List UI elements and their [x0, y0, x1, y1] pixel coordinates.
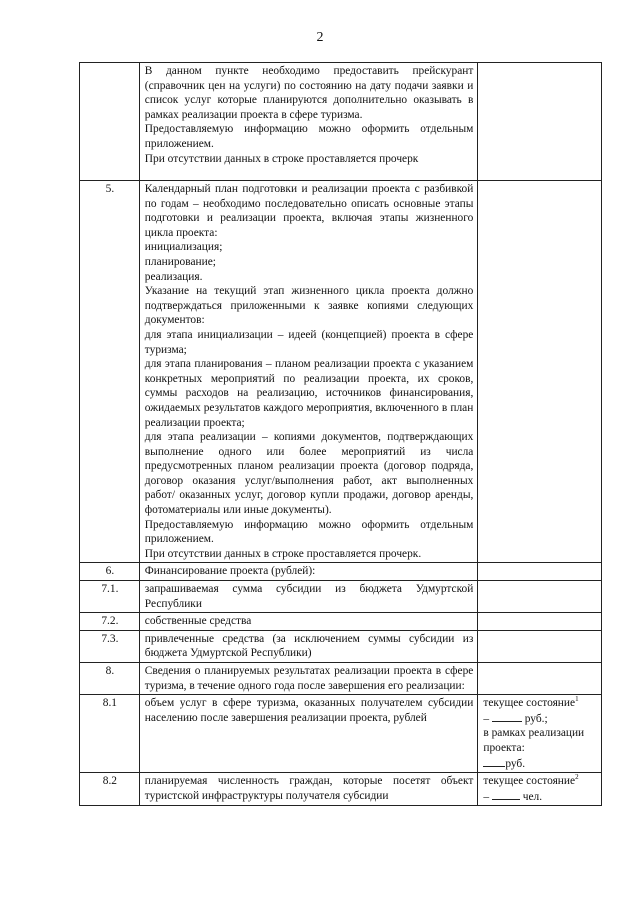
row-description: Финансирование проекта (рублей): — [139, 563, 478, 581]
row-value-cell[interactable] — [478, 773, 602, 806]
row-description: собственные средства — [139, 613, 478, 631]
row-value-cell[interactable] — [478, 695, 602, 773]
blank-field[interactable] — [492, 789, 520, 800]
paragraph: В данном пункте необходимо предоставить прейскурант (справочник цен на услуги) по состоянию на дату подачи заявки и список услуг которые планируются дополнительно оказывать в рамках реализации проекта в сфере туризма. — [144, 65, 474, 121]
row-description — [139, 63, 478, 181]
current-state-line — [483, 696, 597, 711]
row-value-cell[interactable] — [478, 630, 602, 662]
paragraph: для этапа реализации – копиями документов, подтверждающих выполнение одного или более мероприятий из числа предусмотренных планом реализации проекта (договор подряда, договор оказания услуг/выполнения работ, акт выполненных работ/ оказанных услуг, договор купли продажи, договор аренды, фотоматериалы или иные документы). — [144, 431, 474, 517]
row-description: объем услуг в сфере туризма, оказанных получателем субсидии населению после завершения реализации проекта, рублей — [139, 695, 478, 773]
row-value-cell[interactable] — [478, 181, 602, 563]
unit-label: чел. — [522, 790, 543, 803]
row-number: 5. — [80, 181, 140, 563]
paragraph: для этапа планирования – планом реализации проекта с указанием конкретных мероприятий по реализации проекта, их сроков, суммы расходов на реализацию, источников финансирования, ожидаемых результатов каждого мероприятия, включенного в план реализации проекта; — [144, 358, 474, 429]
current-state-label: текущее состояние — [483, 775, 576, 788]
current-state-line — [483, 774, 597, 789]
table-row — [80, 63, 602, 181]
table-row — [80, 563, 602, 581]
dash: – — [483, 790, 490, 803]
table-row — [80, 613, 602, 631]
dash: – — [483, 712, 490, 725]
table-row — [80, 773, 602, 806]
plan-value-line — [483, 756, 597, 772]
table-row — [80, 181, 602, 563]
table-row — [80, 695, 602, 773]
row-number: 8.1 — [80, 695, 140, 773]
paragraph: реализация. — [144, 270, 203, 283]
blank-field[interactable] — [483, 756, 505, 767]
paragraph: Календарный план подготовки и реализации проекта с разбивкой по годам – необходимо последовательно описать основные этапы подготовки и реализации проекта, включая этапы жизненного цикла проекта: — [144, 183, 474, 239]
row-number: 7.3. — [80, 630, 140, 662]
unit-label: руб.; — [524, 712, 548, 725]
row-number: 8. — [80, 663, 140, 695]
paragraph: для этапа инициализации – идеей (концепцией) проекта в сфере туризма; — [144, 328, 474, 356]
row-number: 8.2 — [80, 773, 140, 806]
row-description: планируемая численность граждан, которые посетят объект туристской инфраструктуры получателя субсидии — [139, 773, 478, 806]
current-state-label: текущее состояние — [483, 697, 576, 710]
plan-label: в рамках реализации проекта: — [483, 727, 585, 754]
paragraph: инициализация; — [144, 241, 223, 254]
row-value-cell[interactable] — [478, 581, 602, 613]
paragraph: Предоставляемую информацию можно оформить отдельным приложением. — [144, 518, 474, 546]
blank-field[interactable] — [492, 711, 522, 722]
table-row — [80, 581, 602, 613]
row-number: 7.1. — [80, 581, 140, 613]
current-value-line — [483, 711, 597, 727]
footnote-mark: 2 — [575, 773, 579, 782]
row-description: Сведения о планируемых результатах реализации проекта в сфере туризма, в течение одного года после завершения его реализации: — [139, 663, 478, 695]
row-value-cell[interactable] — [478, 563, 602, 581]
paragraph: Предоставляемую информацию можно оформить отдельным приложением. — [144, 123, 474, 150]
table-row — [80, 630, 602, 662]
row-value-cell[interactable] — [478, 663, 602, 695]
row-description: привлеченные средства (за исключением суммы субсидии из бюджета Удмуртской Республики) — [139, 630, 478, 662]
row-description: запрашиваемая сумма субсидии из бюджета Удмуртской Республики — [139, 581, 478, 613]
application-form-table — [79, 62, 602, 806]
paragraph: планирование; — [144, 255, 216, 268]
row-number: 7.2. — [80, 613, 140, 631]
row-number: 6. — [80, 563, 140, 581]
paragraph: Указание на текущий этап жизненного цикла проекта должно подтверждаться приложенными к заявке копиями следующих документов: — [144, 285, 474, 327]
table-row — [80, 663, 602, 695]
page-number: 2 — [316, 30, 324, 45]
row-value-cell[interactable] — [478, 63, 602, 181]
unit-label: руб. — [505, 757, 526, 770]
paragraph: При отсутствии данных в строке проставляется прочерк. — [144, 547, 422, 560]
current-value-line — [483, 789, 597, 805]
row-value-cell[interactable] — [478, 613, 602, 631]
footnote-mark: 1 — [575, 695, 579, 704]
paragraph: При отсутствии данных в строке проставляется прочерк — [144, 152, 419, 165]
row-description — [139, 181, 478, 563]
row-number — [80, 63, 140, 181]
